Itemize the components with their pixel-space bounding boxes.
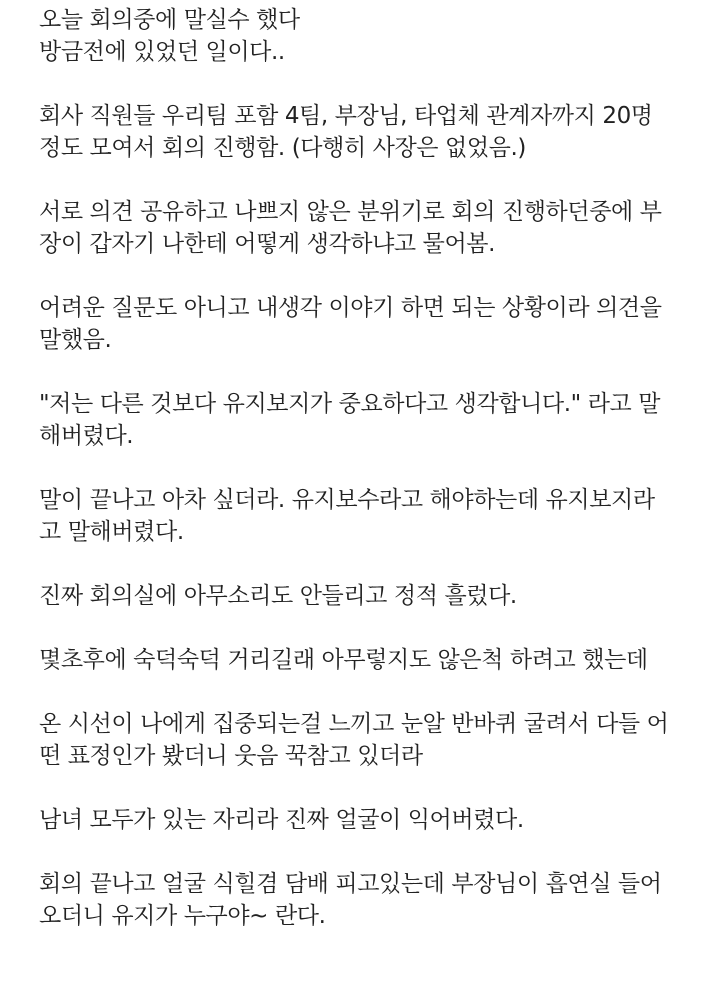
text-line: 남녀 모두가 있는 자리라 진짜 얼굴이 익어버렸다.	[39, 807, 524, 833]
text-line: 말이 끝나고 아차 싶더라. 유지보수라고 해야하는데 유지보지라	[39, 487, 655, 513]
paragraph	[39, 804, 709, 836]
text-line: 오늘 회의중에 말실수 했다	[39, 7, 300, 33]
text-line: 방금전에 있었던 일이다..	[39, 39, 285, 65]
paragraph	[39, 4, 709, 68]
text-line: 말했음.	[39, 327, 112, 353]
text-line: 정도 모여서 회의 진행함. (다행히 사장은 없었음.)	[39, 135, 526, 161]
paragraph	[39, 388, 709, 452]
post-body	[39, 4, 709, 932]
text-line: 해버렸다.	[39, 423, 134, 449]
paragraph	[39, 196, 709, 260]
text-line: 서로 의견 공유하고 나쁘지 않은 분위기로 회의 진행하던중에 부	[39, 199, 662, 225]
text-line: "저는 다른 것보다 유지보지가 중요하다고 생각합니다." 라고 말	[39, 391, 661, 417]
paragraph	[39, 868, 709, 932]
paragraph	[39, 484, 709, 548]
text-line: 회의 끝나고 얼굴 식힐겸 담배 피고있는데 부장님이 흡연실 들어	[39, 871, 662, 897]
text-line: 고 말해버렸다.	[39, 519, 184, 545]
paragraph	[39, 580, 709, 612]
text-line: 오더니 유지가 누구야~ 란다.	[39, 903, 326, 929]
text-line: 온 시선이 나에게 집중되는걸 느끼고 눈알 반바퀴 굴려서 다들 어	[39, 711, 669, 737]
paragraph	[39, 100, 709, 164]
paragraph	[39, 292, 709, 356]
paragraph	[39, 708, 709, 772]
paragraph	[39, 644, 709, 676]
text-line: 떤 표정인가 봤더니 웃음 꾹참고 있더라	[39, 743, 423, 769]
text-line: 장이 갑자기 나한테 어떻게 생각하냐고 물어봄.	[39, 231, 496, 257]
text-line: 회사 직원들 우리팀 포함 4팀, 부장님, 타업체 관계자까지 20명	[39, 103, 653, 129]
text-line: 진짜 회의실에 아무소리도 안들리고 정적 흘렀다.	[39, 583, 517, 609]
text-line: 어려운 질문도 아니고 내생각 이야기 하면 되는 상황이라 의견을	[39, 295, 662, 321]
text-line: 몇초후에 숙덕숙덕 거리길래 아무렇지도 않은척 하려고 했는데	[39, 647, 648, 673]
